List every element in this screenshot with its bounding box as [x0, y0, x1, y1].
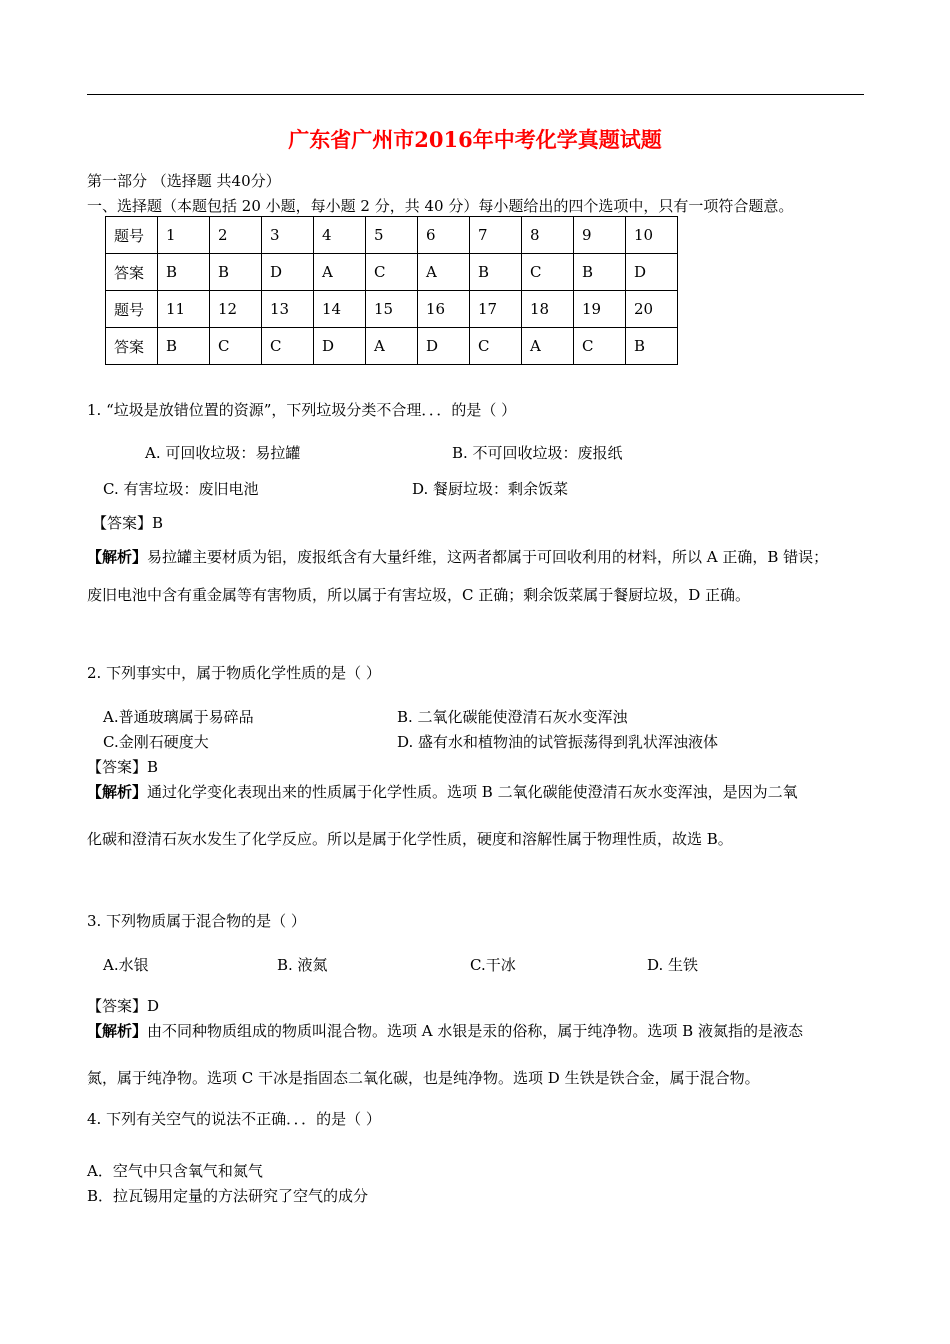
table-cell: C	[522, 254, 574, 291]
table-row	[106, 291, 678, 328]
question-2-analysis-line-1	[87, 781, 798, 802]
question-3-option-d: D. 生铁	[647, 956, 699, 974]
analysis-text: 易拉罐主要材质为铝，废报纸含有大量纤维，这两者都属于可回收利用的材料，所以 A 正确，B 错误；	[147, 548, 829, 566]
question-2-option-c: C.金刚石硬度大	[103, 733, 209, 751]
table-row	[106, 328, 678, 365]
table-cell: 5	[366, 217, 418, 254]
table-cell: C	[210, 328, 262, 365]
table-cell: D	[418, 328, 470, 365]
table-cell: D	[314, 328, 366, 365]
question-2-option-d: D. 盛有水和植物油的试管振荡得到乳状浑浊液体	[397, 733, 719, 751]
table-cell: 6	[418, 217, 470, 254]
table-cell: 4	[314, 217, 366, 254]
question-4-stem: 4. 下列有关空气的说法不正确．．．的是（ ）	[87, 1110, 381, 1128]
table-cell: 14	[314, 291, 366, 328]
question-1-analysis-line-2: 废旧电池中含有重金属等有害物质，所以属于有害垃圾，C 正确；剩余饭菜属于餐厨垃圾，D 正确。	[87, 586, 751, 604]
table-cell: 2	[210, 217, 262, 254]
question-3-answer	[87, 995, 159, 1016]
question-3-stem: 3. 下列物质属于混合物的是（ ）	[87, 912, 306, 930]
table-cell: B	[158, 328, 210, 365]
table-row	[106, 254, 678, 291]
table-cell: 12	[210, 291, 262, 328]
table-cell: 3	[262, 217, 314, 254]
answer-value: D	[147, 997, 160, 1015]
table-cell: B	[210, 254, 262, 291]
question-1-analysis-line-1	[87, 546, 828, 567]
answer-value: B	[147, 758, 159, 776]
table-cell: 18	[522, 291, 574, 328]
section-heading: 一、选择题（本题包括 20 小题，每小题 2 分，共 40 分）每小题给出的四个选项中，只有一项符合题意。	[87, 197, 794, 215]
table-cell: B	[626, 328, 678, 365]
table-cell: 20	[626, 291, 678, 328]
question-2-option-a: A.普通玻璃属于易碎品	[103, 708, 254, 726]
table-cell: B	[158, 254, 210, 291]
page-title: 广东省广州市2016年中考化学真题试题	[288, 127, 662, 152]
question-3-analysis-line-2: 氮，属于纯净物。选项 C 干冰是指固态二氧化碳，也是纯净物。选项 D 生铁是铁合金，属于混合物。	[87, 1069, 760, 1087]
table-cell: 15	[366, 291, 418, 328]
table-cell: 11	[158, 291, 210, 328]
answer-value: B	[152, 514, 164, 532]
question-1-option-b: B. 不可回收垃圾：废报纸	[452, 444, 623, 462]
table-cell: C	[262, 328, 314, 365]
table-cell: A	[366, 328, 418, 365]
part-heading: 第一部分 （选择题 共40分）	[87, 172, 281, 190]
question-1-option-c: C. 有害垃圾：废旧电池	[103, 480, 259, 498]
table-cell: 8	[522, 217, 574, 254]
analysis-text: 由不同种物质组成的物质叫混合物。选项 A 水银是汞的俗称，属于纯净物。选项 B 液氮指的是液态	[147, 1022, 803, 1040]
question-1-option-a: A. 可回收垃圾：易拉罐	[145, 444, 301, 462]
answer-label: 【答案】	[87, 758, 148, 776]
header-rule	[87, 94, 864, 95]
answer-label: 【答案】	[92, 514, 153, 532]
question-3-option-b: B. 液氮	[277, 956, 328, 974]
table-cell: C	[574, 328, 626, 365]
analysis-label: 【解析】	[87, 783, 148, 801]
question-2-answer	[87, 756, 158, 777]
analysis-label: 【解析】	[87, 548, 148, 566]
table-cell: D	[626, 254, 678, 291]
table-cell: A	[522, 328, 574, 365]
question-1-stem: 1. “垃圾是放错位置的资源”，下列垃圾分类不合理．．．的是（ ）	[87, 401, 517, 419]
table-cell: 19	[574, 291, 626, 328]
table-cell: A	[418, 254, 470, 291]
table-cell: 7	[470, 217, 522, 254]
table-cell: C	[470, 328, 522, 365]
table-cell: D	[262, 254, 314, 291]
question-3-analysis-line-1	[87, 1020, 803, 1041]
table-cell: 10	[626, 217, 678, 254]
question-3-option-a: A.水银	[103, 956, 149, 974]
question-2-analysis-line-2: 化碳和澄清石灰水发生了化学反应。所以是属于化学性质，硬度和溶解性属于物理性质，故选 B。	[87, 830, 733, 848]
answer-label: 【答案】	[87, 997, 148, 1015]
table-cell: 1	[158, 217, 210, 254]
table-cell: B	[470, 254, 522, 291]
answer-table	[105, 216, 678, 365]
table-cell: B	[574, 254, 626, 291]
table-cell: C	[366, 254, 418, 291]
analysis-label: 【解析】	[87, 1022, 148, 1040]
table-cell: 题号	[106, 217, 158, 254]
question-1-option-d: D. 餐厨垃圾：剩余饭菜	[412, 480, 569, 498]
table-cell: 13	[262, 291, 314, 328]
question-2-stem: 2. 下列事实中，属于物质化学性质的是（ ）	[87, 664, 381, 682]
table-cell: 答案	[106, 254, 158, 291]
table-cell: 题号	[106, 291, 158, 328]
table-row	[106, 217, 678, 254]
question-2-option-b: B. 二氧化碳能使澄清石灰水变浑浊	[397, 708, 628, 726]
table-cell: 16	[418, 291, 470, 328]
question-3-option-c: C.干冰	[470, 956, 516, 974]
table-cell: 答案	[106, 328, 158, 365]
question-4-option-a: A．空气中只含氧气和氮气	[87, 1162, 263, 1180]
question-1-answer	[92, 512, 163, 533]
analysis-text: 通过化学变化表现出来的性质属于化学性质。选项 B 二氧化碳能使澄清石灰水变浑浊，是因为二氧	[147, 783, 798, 801]
table-cell: 17	[470, 291, 522, 328]
question-4-option-b: B．拉瓦锡用定量的方法研究了空气的成分	[87, 1187, 369, 1205]
table-cell: A	[314, 254, 366, 291]
table-cell: 9	[574, 217, 626, 254]
